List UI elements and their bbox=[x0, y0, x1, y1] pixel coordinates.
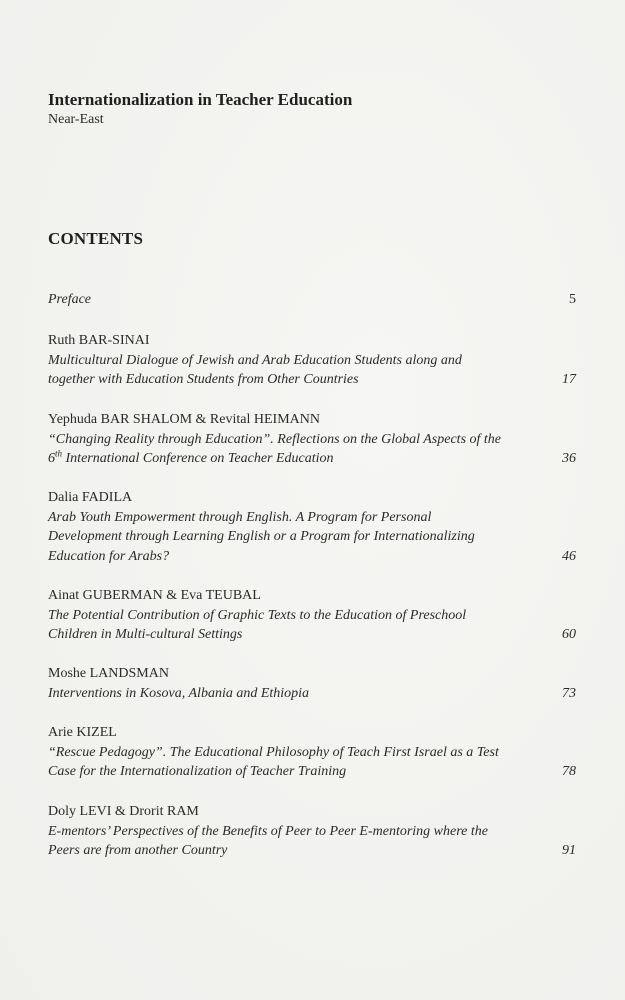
toc-entry-title-line: together with Education Students from Other Countries bbox=[48, 372, 359, 387]
toc-entry-title-line: E-mentors’ Perspectives of the Benefits of Peer to Peer E-mentoring where the bbox=[48, 823, 488, 839]
toc-entry[interactable] bbox=[48, 331, 576, 390]
toc-entry-page: 78 bbox=[562, 764, 576, 779]
toc-entry[interactable] bbox=[48, 410, 576, 469]
toc-entry-title-line: The Potential Contribution of Graphic Texts to the Education of Preschool bbox=[48, 607, 467, 623]
toc-entry-author: Doly LEVI & Drorit RAM bbox=[48, 804, 199, 819]
toc-entry-title-line: Case for the Internationalization of Teacher Training bbox=[48, 764, 347, 779]
toc-entry-title-line: Children in Multi-cultural Settings bbox=[48, 627, 243, 642]
contents-heading: CONTENTS bbox=[48, 229, 144, 248]
toc-entry-title-line: “Changing Reality through Education”. Reflections on the Global Aspects of the bbox=[48, 431, 502, 447]
toc-entry-author: Arie KIZEL bbox=[48, 725, 117, 740]
toc-entry-author: Moshe LANDSMAN bbox=[48, 666, 169, 681]
toc-entry-title-line: Interventions in Kosova, Albania and Ethiopia bbox=[48, 685, 310, 701]
toc-entry-title-line: Multicultural Dialogue of Jewish and Arab Education Students along and bbox=[48, 352, 462, 368]
toc-entry[interactable] bbox=[48, 723, 576, 782]
toc-entry-title-line bbox=[48, 449, 518, 469]
toc-entry-preface[interactable] bbox=[48, 290, 576, 310]
toc-entry-page: 46 bbox=[562, 548, 576, 564]
toc-entry[interactable] bbox=[48, 664, 576, 703]
book-header bbox=[48, 89, 588, 129]
toc-entry[interactable] bbox=[48, 488, 576, 566]
title-rest: International Conference on Teacher Education bbox=[62, 451, 334, 466]
toc-entry-title-line: Education for Arabs? bbox=[48, 548, 170, 564]
book-title: Internationalization in Teacher Education bbox=[48, 90, 353, 109]
toc-entry-page: 17 bbox=[562, 372, 576, 387]
toc-entry-author: Dalia FADILA bbox=[48, 490, 133, 505]
toc-entry-title-line: Development through Learning English or a Program for Internationalizing bbox=[48, 529, 475, 544]
toc-entry-page: 91 bbox=[562, 843, 576, 858]
ordinal-number: 6 bbox=[48, 451, 55, 466]
book-subtitle: Near-East bbox=[48, 112, 104, 127]
toc-entry-title: Preface bbox=[48, 292, 92, 307]
toc-entry-page: 36 bbox=[562, 451, 576, 466]
toc-entry-title-line: “Rescue Pedagogy”. The Educational Philosophy of Teach First Israel as a Test bbox=[48, 744, 499, 760]
toc-entry-page: 73 bbox=[562, 685, 576, 701]
toc-entry-title-line: Peers are from another Country bbox=[48, 843, 228, 858]
toc-entry-author: Ruth BAR-SINAI bbox=[48, 333, 150, 348]
toc-entry[interactable] bbox=[48, 802, 576, 861]
toc-entry-title-line: Arab Youth Empowerment through English. A Program for Personal bbox=[48, 509, 432, 525]
ordinal-suffix: th bbox=[55, 448, 63, 459]
toc-entry-page: 60 bbox=[562, 627, 576, 642]
toc-entry-author: Ainat GUBERMAN & Eva TEUBAL bbox=[48, 588, 261, 603]
toc-entry-author: Yephuda BAR SHALOM & Revital HEIMANN bbox=[48, 412, 320, 427]
toc-entry[interactable] bbox=[48, 586, 576, 645]
toc-entry-page: 5 bbox=[569, 292, 576, 307]
